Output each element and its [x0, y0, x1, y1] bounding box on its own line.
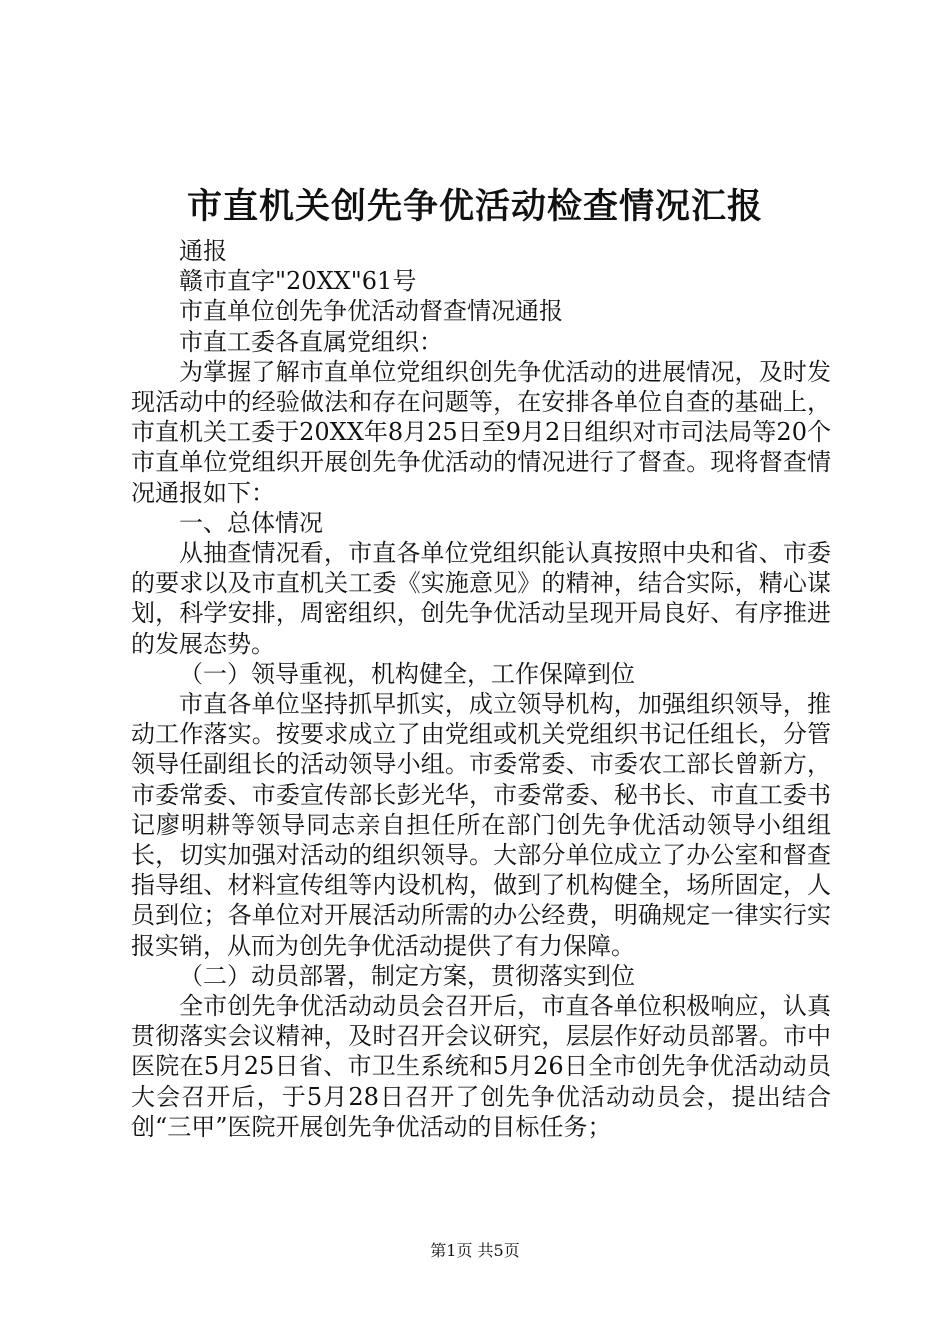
subsection-heading-mobilization: （二）动员部署，制定方案，贯彻落实到位 — [179, 961, 635, 990]
document-body — [131, 236, 831, 1142]
document-title: 市直机关创先争优活动检查情况汇报 — [186, 186, 763, 227]
paragraph-document-number: 赣市直字"20XX"61号 — [179, 267, 417, 296]
paragraph-overview: 从抽查情况看，市直各单位党组织能认真按照中央和省、市委的要求以及市直机关工委《实施意见》的精神，结合实际，精心谋划，科学安排，周密组织，创先争优活动呈现开局良好、有序推进的发展态势。 — [131, 539, 831, 658]
section-heading-overview: 一、总体情况 — [179, 508, 323, 537]
paragraph-subject: 市直单位创先争优活动督查情况通报 — [179, 297, 563, 326]
paragraph-salutation: 市直工委各直属党组织： — [179, 327, 443, 356]
subsection-heading-leadership: （一）领导重视，机构健全，工作保障到位 — [179, 659, 635, 688]
paragraph-introduction: 为掌握了解市直单位党组织创先争优活动的进展情况，及时发现活动中的经验做法和存在问题等，在安排各单位自查的基础上，市直机关工委于20XX年8月25日至9月2日组织对市司法局等20个市直单位党组织开展创先争优活动的情况进行了督查。现将督查情况通报如下： — [131, 357, 831, 507]
paragraph-notice-label: 通报 — [179, 237, 227, 265]
paragraph-leadership: 市直各单位坚持抓早抓实，成立领导机构，加强组织领导，推动工作落实。按要求成立了由党组或机关党组织书记任组长，分管领导任副组长的活动领导小组。市委常委、市委农工部长曾新方，市委常委、市委宣传部长彭光华，市委常委、秘书长、市直工委书记廖明耕等领导同志亲自担任所在部门创先争优活动领导小组组长，切实加强对活动的组织领导。大部分单位成立了办公室和督查指导组、材料宣传组等内设机构，做到了机构健全，场所固定，人员到位；各单位对开展活动所需的办公经费，明确规定一律实行实报实销，从而为创先争优活动提供了有力保障。 — [131, 690, 831, 960]
page-number-footer: 第1页 共5页 — [430, 1241, 520, 1260]
paragraph-mobilization: 全市创先争优活动动员会召开后，市直各单位积极响应，认真贯彻落实会议精神，及时召开会议研究，层层作好动员部署。市中医院在5月25日省、市卫生系统和5月26日全市创先争优活动动员大会召开后，于5月28日召开了创先争优活动动员会，提出结合创“三甲”医院开展创先争优活动的目标任务； — [131, 992, 831, 1141]
